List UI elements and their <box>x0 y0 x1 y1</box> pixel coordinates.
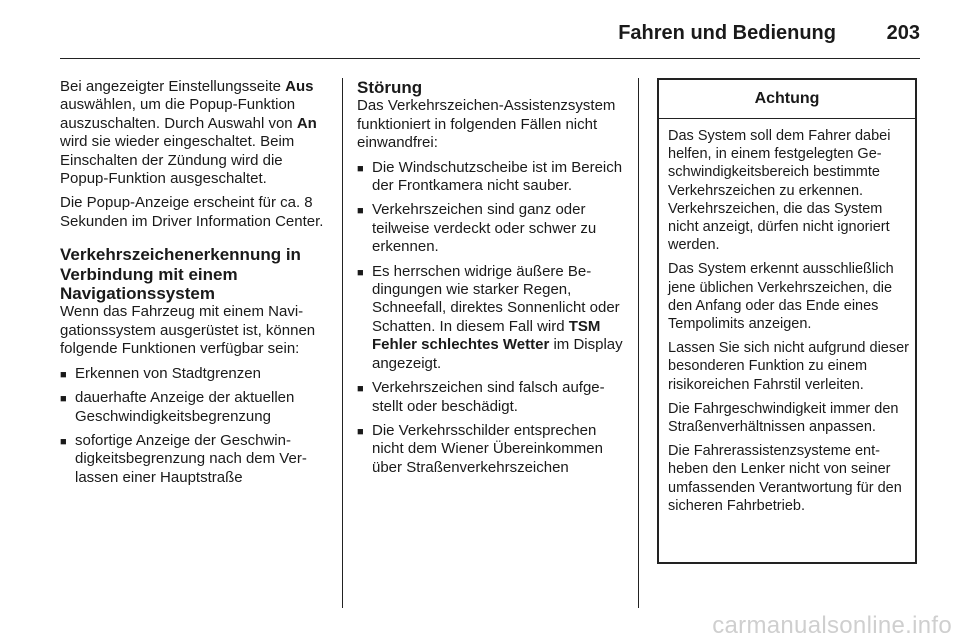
column-left <box>60 78 330 493</box>
section-heading-navigation: Verkehrszeichenerkennung in Verbindung mit einem Navigationssystem <box>60 245 301 304</box>
column-middle <box>357 78 625 483</box>
list-item <box>357 159 625 196</box>
warning-paragraph: Das System erkennt ausschließlich jene üblichen Verkehrszeichen, die den Anfang oder das Ende eines Tempolimits anzeigen. <box>668 261 894 333</box>
option-an: An <box>296 114 317 132</box>
display-message: TSM Fehler schlechtes Wetter <box>372 317 601 354</box>
list-item-text: Verkehrszeichen sind ganz oder teilweise verdeckt oder schwer zu erkennen. <box>372 201 597 256</box>
paragraph-stoerung-intro: Das Verkehrszeichen-Assistenzsystem funktioniert in folgenden Fällen nicht einwandfrei: <box>357 97 616 152</box>
list-item <box>357 201 625 256</box>
bullet-list-faults <box>357 159 625 478</box>
list-item-text: Die Verkehrsschilder entsprechen nicht dem Wiener Übereinkommen über Straßenverkehrszeichen <box>372 421 603 476</box>
text-fragment: wird sie wieder eingeschaltet. Beim Einschalten der Zündung wird die Popup-Funktion ausgeschaltet. <box>60 133 295 188</box>
list-item <box>60 365 330 383</box>
list-item <box>357 379 625 416</box>
bullet-icon: ■ <box>357 383 364 396</box>
bullet-icon: ■ <box>60 368 67 381</box>
list-item <box>357 263 625 373</box>
text-fragment: Bei angezeigter Einstellungsseite <box>60 78 286 95</box>
paragraph-popup-duration: Die Popup-Anzeige erscheint für ca. 8 Sekunden im Driver Information Center. <box>60 194 324 230</box>
list-item-text: Die Windschutzscheibe ist im Bereich der Frontkamera nicht sauber. <box>372 158 623 195</box>
bullet-icon: ■ <box>357 205 364 218</box>
bullet-icon: ■ <box>357 266 364 279</box>
list-item-text: Es herrschen widrige äußere Bedingungen wie starker Regen, Schneefall, direktes Sonnenlicht oder Schatten. In diesem Fall wird <box>372 262 620 335</box>
warning-paragraph: Die Fahrerassistenzsysteme entheben den Lenker nicht von seiner umfassenden Verantwortung für den sicheren Fahrbetrieb. <box>668 443 902 514</box>
bullet-icon: ■ <box>357 162 364 175</box>
list-item-text: im Display angezeigt. <box>372 336 623 372</box>
paragraph-navigation-intro: Wenn das Fahrzeug mit einem Navigationssystem ausgerüstet ist, können folgende Funktionen verfügbar sein: <box>60 303 316 358</box>
warning-title: Achtung <box>659 80 915 119</box>
text-fragment: auswählen, um die Popup-Funktion auszuschalten. Durch Auswahl von <box>60 96 297 132</box>
list-item-text: sofortige Anzeige der Geschwindigkeitsbegrenzung nach dem Verlassen einer Hauptstraße <box>75 431 307 486</box>
list-item <box>357 422 625 477</box>
header-title: Fahren und Bedienung <box>618 22 836 44</box>
page-number: 203 <box>886 22 920 44</box>
list-item-text: Verkehrszeichen sind falsch aufgestellt oder beschädigt. <box>372 379 605 415</box>
watermark: carmanualsonline.info <box>712 612 952 639</box>
list-item-text: Erkennen von Stadtgrenzen <box>75 364 261 382</box>
page-header <box>60 18 920 59</box>
warning-paragraph: Lassen Sie sich nicht aufgrund dieser besonderen Funktion zu einem risikoreichen Fahrstil verleiten. <box>668 340 910 393</box>
list-item <box>60 432 330 487</box>
bullet-icon: ■ <box>60 393 67 406</box>
bullet-icon: ■ <box>357 425 364 438</box>
warning-paragraph: Die Fahrgeschwindigkeit immer den Straßenverhältnissen anpassen. <box>668 400 899 436</box>
warning-box <box>657 78 917 564</box>
paragraph-popup-setting <box>60 78 330 188</box>
warning-paragraph: Das System soll dem Fahrer dabei helfen, in einem festgelegten Geschwindigkeitsbereich bestimmte Verkehrszeichen zu erkennen. Verkehrszeichen, die das System nicht anzeigt, dürfen nicht ignoriert werden. <box>668 128 891 254</box>
section-heading-stoerung: Störung <box>357 78 423 97</box>
option-aus: Aus <box>285 78 314 95</box>
list-item-text: dauerhafte Anzeige der aktuellen Geschwindigkeitsbegrenzung <box>75 389 295 425</box>
column-divider <box>638 78 639 608</box>
warning-body <box>659 119 915 515</box>
column-divider <box>342 78 343 608</box>
bullet-icon: ■ <box>60 435 67 448</box>
bullet-list-functions <box>60 365 330 487</box>
list-item <box>60 389 330 426</box>
